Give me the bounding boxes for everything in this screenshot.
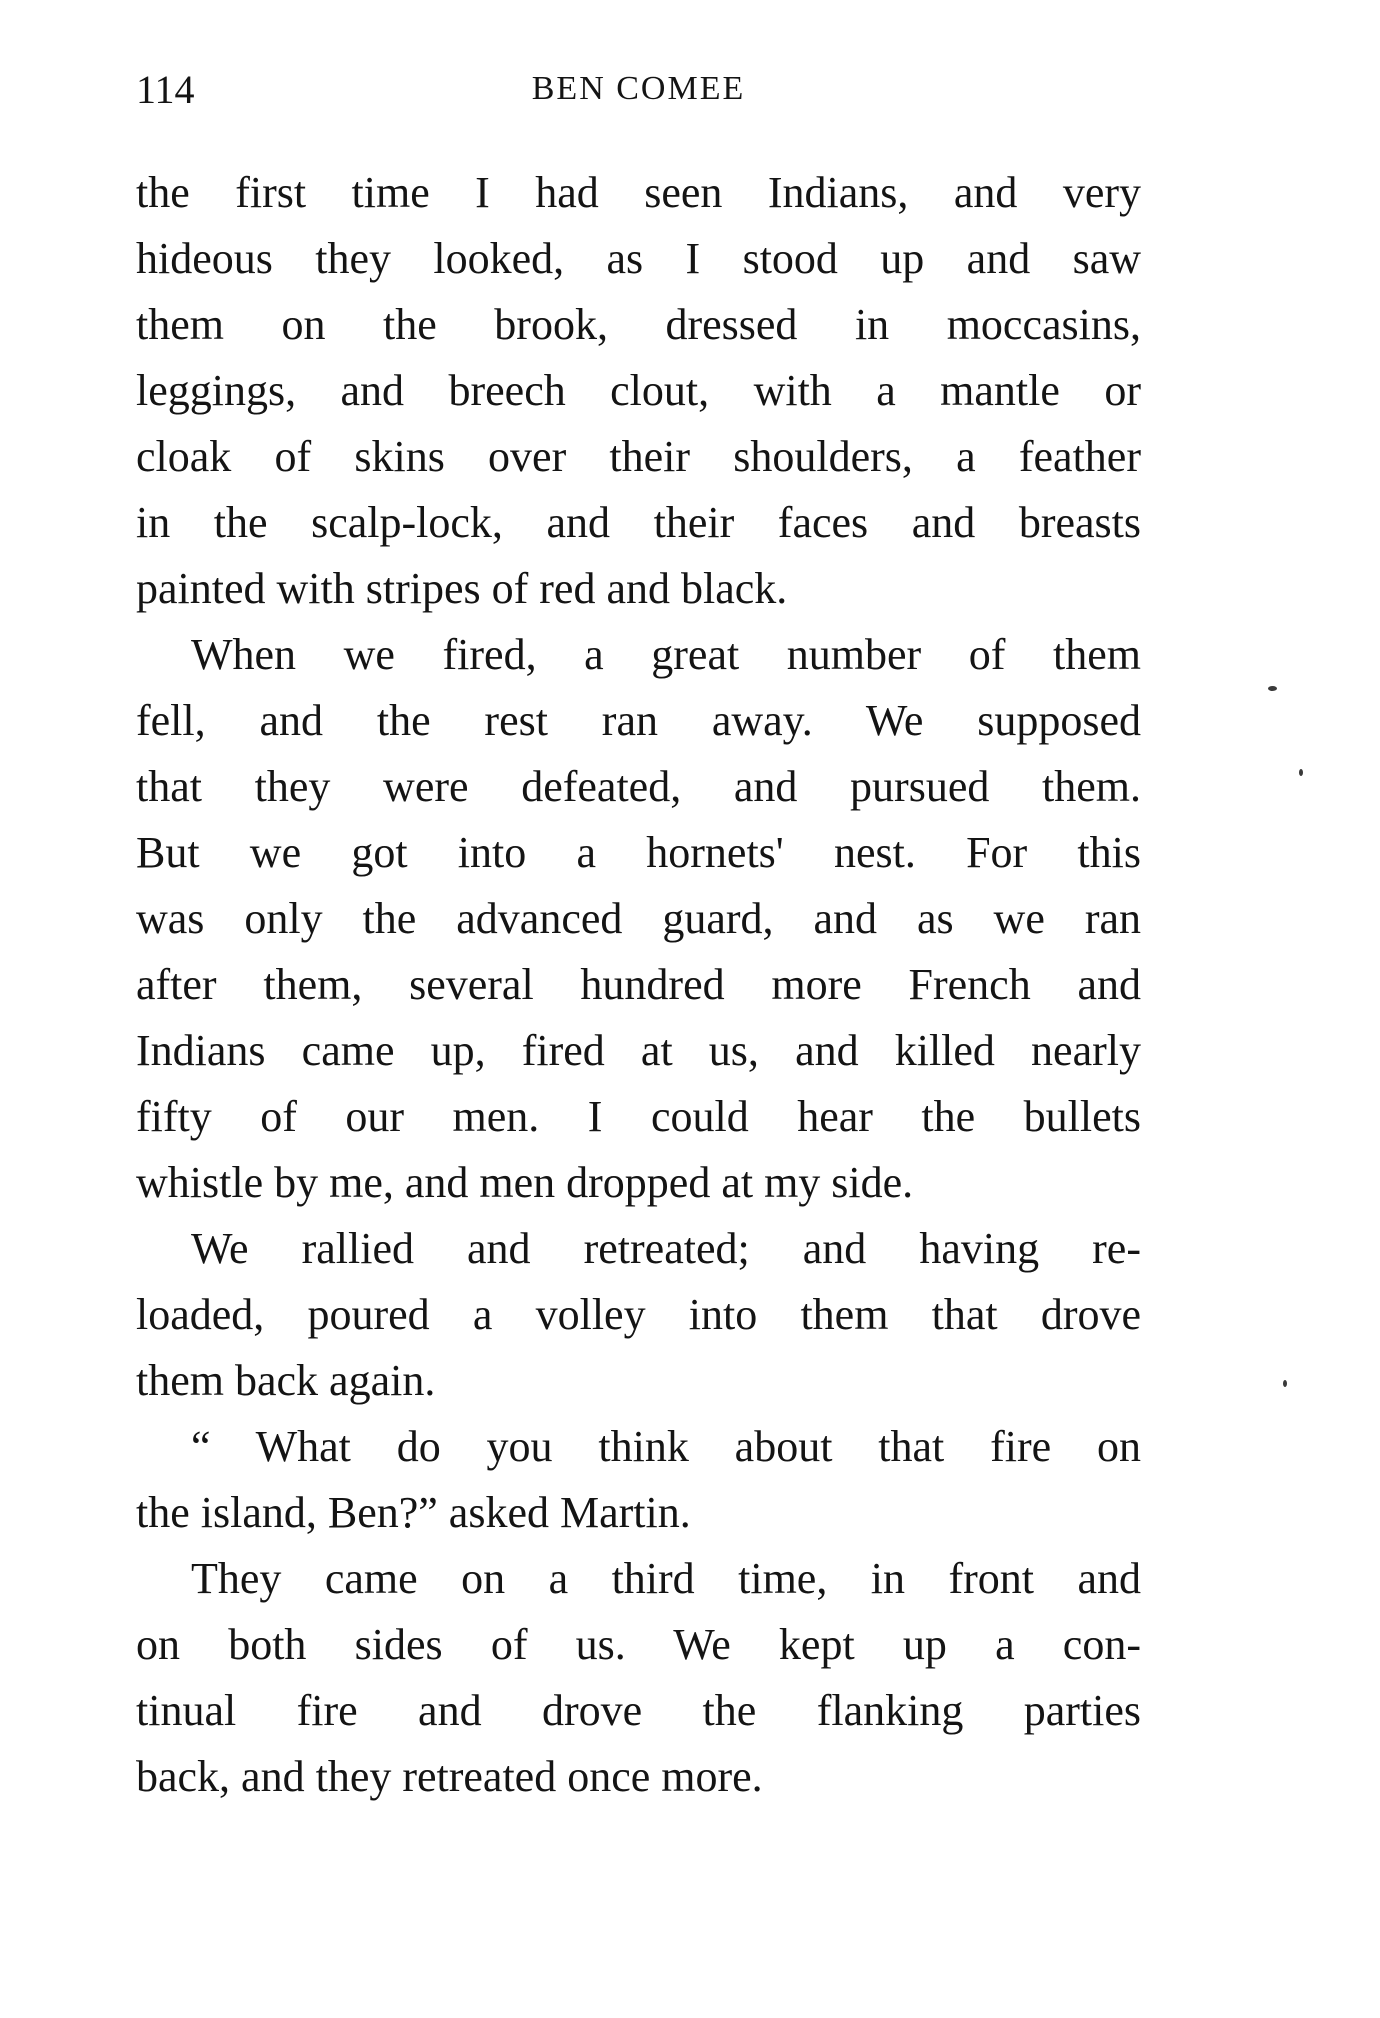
text-line: fell, and the rest ran away. We supposed [136,696,1141,745]
text-line: cloak of skins over their shoulders, a feather [136,432,1141,481]
text-line: Indians came up, fired at us, and killed nearly [136,1026,1141,1075]
body-text [136,160,1141,1810]
page-header [136,64,1141,114]
text-line: leggings, and breech clout, with a mantle or [136,366,1141,415]
text-line: on both sides of us. We kept up a con- [136,1620,1141,1669]
text-line: the island, Ben?” asked Martin. [136,1488,691,1537]
text-line: after them, several hundred more French and [136,960,1141,1009]
text-line: fifty of our men. I could hear the bullets [136,1092,1141,1141]
running-title: BEN COMEE [531,70,746,107]
text-line: them back again. [136,1356,436,1405]
text-line: that they were defeated, and pursued them. [136,762,1141,811]
speck-mark [1268,686,1277,691]
text-line: loaded, poured a volley into them that drove [136,1290,1141,1339]
text-line: tinual fire and drove the flanking parties [136,1686,1141,1735]
paragraph-start-line: “ What do you think about that fire on [191,1422,1141,1471]
text-line: whistle by me, and men dropped at my side. [136,1158,914,1207]
paragraph-start-line: They came on a third time, in front and [191,1554,1141,1603]
text-line: was only the advanced guard, and as we ran [136,894,1141,943]
text-line: hideous they looked, as I stood up and saw [136,234,1141,283]
text-line: the first time I had seen Indians, and very [136,168,1141,217]
text-line: in the scalp-lock, and their faces and breasts [136,498,1141,547]
paragraph-start-line: When we fired, a great number of them [191,630,1141,679]
speck-mark [1299,769,1303,776]
text-line: painted with stripes of red and black. [136,564,788,613]
speck-mark [1283,1380,1287,1387]
page-number: 114 [136,67,195,112]
paragraph-start-line: We rallied and retreated; and having re- [191,1224,1141,1273]
text-line: them on the brook, dressed in moccasins, [136,300,1141,349]
text-line: But we got into a hornets' nest. For this [136,828,1141,877]
text-line: back, and they retreated once more. [136,1752,763,1801]
